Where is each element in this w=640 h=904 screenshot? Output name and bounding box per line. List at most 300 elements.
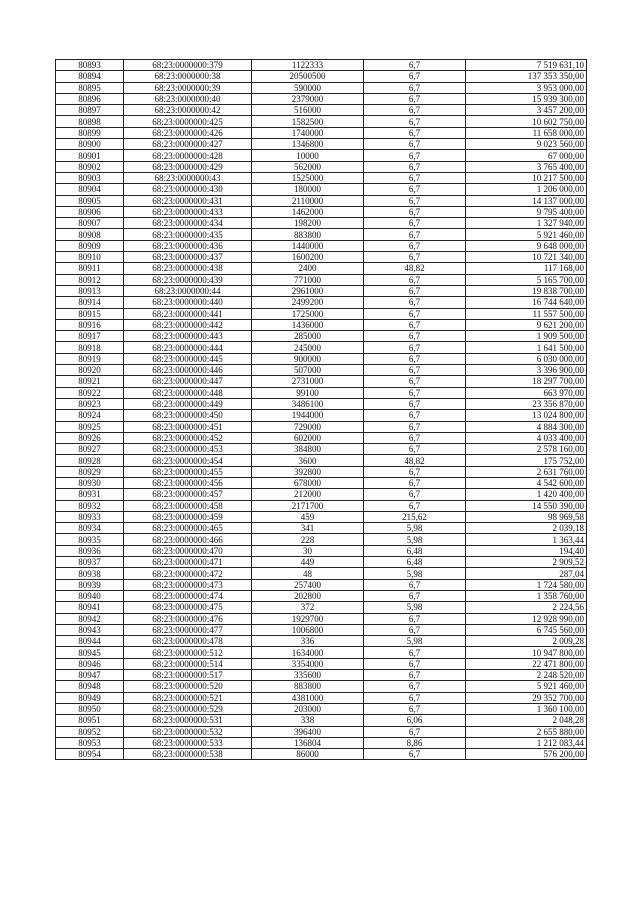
rate-cell: 6,7 [364,308,466,319]
area-cell: 384800 [252,444,364,455]
rate-cell: 8,86 [364,737,466,748]
table-row [56,613,587,624]
rate-cell: 6,7 [364,342,466,353]
rate-cell: 6,7 [364,82,466,93]
table-row [56,116,587,127]
table-row [56,308,587,319]
area-cell: 203000 [252,703,364,714]
rate-cell: 6,7 [364,590,466,601]
table-row [56,82,587,93]
value-cell: 22 471 800,00 [466,658,587,669]
cadastral-number-cell: 68:23:0000000:425 [124,116,252,127]
rate-cell: 6,7 [364,658,466,669]
area-cell: 3354000 [252,658,364,669]
table-row [56,681,587,692]
rate-cell: 6,48 [364,545,466,556]
table-row [56,410,587,421]
cadastral-number-cell: 68:23:0000000:434 [124,218,252,229]
area-cell: 1634000 [252,647,364,658]
area-cell: 2110000 [252,195,364,206]
cadastral-number-cell: 68:23:0000000:428 [124,150,252,161]
row-number-cell: 80953 [56,737,124,748]
cadastral-number-cell: 68:23:0000000:459 [124,511,252,522]
area-cell: 257400 [252,579,364,590]
area-cell: 678000 [252,477,364,488]
rate-cell: 6,7 [364,670,466,681]
cadastral-number-cell: 68:23:0000000:477 [124,624,252,635]
rate-cell: 48,82 [364,263,466,274]
value-cell: 14 550 390,00 [466,500,587,511]
table-row [56,489,587,500]
rate-cell: 6,7 [364,139,466,150]
rate-cell: 6,7 [364,105,466,116]
row-number-cell: 80920 [56,365,124,376]
value-cell: 13 024 800,00 [466,410,587,421]
rate-cell: 6,7 [364,489,466,500]
rate-cell: 6,7 [364,319,466,330]
cadastral-value-table [55,59,587,760]
cadastral-number-cell: 68:23:0000000:475 [124,602,252,613]
value-cell: 10 947 800,00 [466,647,587,658]
rate-cell: 6,7 [364,647,466,658]
cadastral-number-cell: 68:23:0000000:445 [124,353,252,364]
cadastral-number-cell: 68:23:0000000:472 [124,568,252,579]
table-row [56,331,587,342]
value-cell: 98 969,58 [466,511,587,522]
table-row [56,500,587,511]
cadastral-number-cell: 68:23:0000000:531 [124,715,252,726]
cadastral-number-cell: 68:23:0000000:512 [124,647,252,658]
row-number-cell: 80912 [56,274,124,285]
value-cell: 576 200,00 [466,749,587,760]
row-number-cell: 80939 [56,579,124,590]
cadastral-number-cell: 68:23:0000000:457 [124,489,252,500]
row-number-cell: 80909 [56,240,124,251]
cadastral-number-cell: 68:23:0000000:43 [124,172,252,183]
row-number-cell: 80951 [56,715,124,726]
rate-cell: 6,7 [364,477,466,488]
rate-cell: 5,98 [364,534,466,545]
row-number-cell: 80900 [56,139,124,150]
area-cell: 392800 [252,466,364,477]
value-cell: 14 137 000,00 [466,195,587,206]
value-cell: 3 953 000,00 [466,82,587,93]
rate-cell: 6,7 [364,703,466,714]
rate-cell: 6,7 [364,749,466,760]
area-cell: 2961000 [252,285,364,296]
cadastral-number-cell: 68:23:0000000:466 [124,534,252,545]
cadastral-number-cell: 68:23:0000000:427 [124,139,252,150]
value-cell: 117 168,00 [466,263,587,274]
table-row [56,636,587,647]
rate-cell: 6,7 [364,432,466,443]
rate-cell: 6,7 [364,398,466,409]
value-cell: 6 745 560,00 [466,624,587,635]
area-cell: 602000 [252,432,364,443]
row-number-cell: 80923 [56,398,124,409]
table-row [56,229,587,240]
rate-cell: 6,7 [364,365,466,376]
area-cell: 396400 [252,726,364,737]
area-cell: 1725000 [252,308,364,319]
row-number-cell: 80927 [56,444,124,455]
table-row [56,534,587,545]
rate-cell: 6,7 [364,500,466,511]
cadastral-number-cell: 68:23:0000000:42 [124,105,252,116]
area-cell: 10000 [252,150,364,161]
cadastral-number-cell: 68:23:0000000:470 [124,545,252,556]
row-number-cell: 80936 [56,545,124,556]
table-row [56,477,587,488]
area-cell: 336 [252,636,364,647]
value-cell: 19 838 700,00 [466,285,587,296]
value-cell: 1 327 940,00 [466,218,587,229]
value-cell: 2 248 520,00 [466,670,587,681]
cadastral-number-cell: 68:23:0000000:514 [124,658,252,669]
row-number-cell: 80903 [56,172,124,183]
row-number-cell: 80935 [56,534,124,545]
area-cell: 1740000 [252,127,364,138]
cadastral-number-cell: 68:23:0000000:520 [124,681,252,692]
row-number-cell: 80914 [56,297,124,308]
table-row [56,71,587,82]
row-number-cell: 80922 [56,387,124,398]
rate-cell: 6,7 [364,195,466,206]
cadastral-number-cell: 68:23:0000000:443 [124,331,252,342]
area-cell: 449 [252,557,364,568]
table-row [56,139,587,150]
value-cell: 9 621 200,00 [466,319,587,330]
rate-cell: 6,7 [364,93,466,104]
row-number-cell: 80926 [56,432,124,443]
rate-cell: 6,7 [364,681,466,692]
cadastral-number-cell: 68:23:0000000:455 [124,466,252,477]
table-row [56,444,587,455]
table-row [56,263,587,274]
value-cell: 11 557 500,00 [466,308,587,319]
table-row [56,365,587,376]
rate-cell: 6,7 [364,150,466,161]
value-cell: 1 358 760,00 [466,590,587,601]
row-number-cell: 80904 [56,184,124,195]
cadastral-number-cell: 68:23:0000000:435 [124,229,252,240]
area-cell: 212000 [252,489,364,500]
cadastral-number-cell: 68:23:0000000:444 [124,342,252,353]
rate-cell: 6,7 [364,71,466,82]
value-cell: 7 519 631,10 [466,60,587,71]
row-number-cell: 80944 [56,636,124,647]
row-number-cell: 80917 [56,331,124,342]
row-number-cell: 80894 [56,71,124,82]
cadastral-number-cell: 68:23:0000000:429 [124,161,252,172]
table-row [56,590,587,601]
area-cell: 136804 [252,737,364,748]
area-cell: 180000 [252,184,364,195]
table-row [56,105,587,116]
row-number-cell: 80906 [56,206,124,217]
value-cell: 1 212 083,44 [466,737,587,748]
rate-cell: 6,7 [364,161,466,172]
row-number-cell: 80895 [56,82,124,93]
row-number-cell: 80943 [56,624,124,635]
table-row [56,342,587,353]
row-number-cell: 80911 [56,263,124,274]
rate-cell: 5,98 [364,602,466,613]
value-cell: 1 641 500,00 [466,342,587,353]
rate-cell: 6,7 [364,297,466,308]
rate-cell: 6,7 [364,692,466,703]
value-cell: 1 420 400,00 [466,489,587,500]
rate-cell: 6,7 [364,579,466,590]
value-cell: 9 023 560,00 [466,139,587,150]
table-row [56,658,587,669]
table-row [56,523,587,534]
value-cell: 4 542 600,00 [466,477,587,488]
value-cell: 10 721 340,00 [466,252,587,263]
cadastral-number-cell: 68:23:0000000:39 [124,82,252,93]
value-cell: 9 648 000,00 [466,240,587,251]
row-number-cell: 80952 [56,726,124,737]
area-cell: 562000 [252,161,364,172]
rate-cell: 6,7 [364,613,466,624]
area-cell: 1582500 [252,116,364,127]
area-cell: 2400 [252,263,364,274]
area-cell: 338 [252,715,364,726]
value-cell: 9 795 400,00 [466,206,587,217]
value-cell: 10 602 750,00 [466,116,587,127]
cadastral-number-cell: 68:23:0000000:476 [124,613,252,624]
cadastral-number-cell: 68:23:0000000:473 [124,579,252,590]
rate-cell: 6,7 [364,172,466,183]
table-row [56,545,587,556]
row-number-cell: 80932 [56,500,124,511]
value-cell: 1 363,44 [466,534,587,545]
cadastral-number-cell: 68:23:0000000:471 [124,557,252,568]
area-cell: 245000 [252,342,364,353]
table-row [56,195,587,206]
rate-cell: 6,7 [364,252,466,263]
area-cell: 86000 [252,749,364,760]
row-number-cell: 80942 [56,613,124,624]
area-cell: 198200 [252,218,364,229]
cadastral-number-cell: 68:23:0000000:449 [124,398,252,409]
cadastral-number-cell: 68:23:0000000:448 [124,387,252,398]
table-row [56,726,587,737]
table-row [56,127,587,138]
table-row [56,93,587,104]
rate-cell: 6,7 [364,285,466,296]
value-cell: 3 457 200,00 [466,105,587,116]
rate-cell: 6,48 [364,557,466,568]
table-row [56,161,587,172]
cadastral-number-cell: 68:23:0000000:458 [124,500,252,511]
row-number-cell: 80931 [56,489,124,500]
row-number-cell: 80954 [56,749,124,760]
row-number-cell: 80947 [56,670,124,681]
value-cell: 2 039,18 [466,523,587,534]
cadastral-number-cell: 68:23:0000000:453 [124,444,252,455]
table-row [56,252,587,263]
area-cell: 30 [252,545,364,556]
area-cell: 3600 [252,455,364,466]
table-row [56,421,587,432]
table-row [56,455,587,466]
row-number-cell: 80921 [56,376,124,387]
table-row [56,297,587,308]
rate-cell: 5,98 [364,568,466,579]
row-number-cell: 80901 [56,150,124,161]
area-cell: 285000 [252,331,364,342]
area-cell: 20500500 [252,71,364,82]
table-row [56,557,587,568]
value-cell: 137 353 350,00 [466,71,587,82]
table-row [56,647,587,658]
table-row [56,387,587,398]
value-cell: 5 921 460,00 [466,229,587,240]
row-number-cell: 80940 [56,590,124,601]
value-cell: 18 297 700,00 [466,376,587,387]
table-row [56,60,587,71]
value-cell: 11 658 000,00 [466,127,587,138]
area-cell: 1346800 [252,139,364,150]
cadastral-number-cell: 68:23:0000000:440 [124,297,252,308]
row-number-cell: 80938 [56,568,124,579]
cadastral-number-cell: 68:23:0000000:451 [124,421,252,432]
area-cell: 372 [252,602,364,613]
rate-cell: 215,62 [364,511,466,522]
table-row [56,466,587,477]
value-cell: 663 970,00 [466,387,587,398]
row-number-cell: 80945 [56,647,124,658]
rate-cell: 6,7 [364,444,466,455]
area-cell: 2171700 [252,500,364,511]
value-cell: 1 724 580,00 [466,579,587,590]
table-row [56,432,587,443]
row-number-cell: 80934 [56,523,124,534]
row-number-cell: 80910 [56,252,124,263]
table-row [56,703,587,714]
row-number-cell: 80941 [56,602,124,613]
rate-cell: 6,7 [364,229,466,240]
rate-cell: 6,7 [364,184,466,195]
cadastral-number-cell: 68:23:0000000:38 [124,71,252,82]
row-number-cell: 80937 [56,557,124,568]
value-cell: 6 030 000,00 [466,353,587,364]
row-number-cell: 80925 [56,421,124,432]
table-row [56,172,587,183]
value-cell: 1 206 000,00 [466,184,587,195]
cadastral-number-cell: 68:23:0000000:433 [124,206,252,217]
cadastral-number-cell: 68:23:0000000:447 [124,376,252,387]
rate-cell: 6,7 [364,466,466,477]
table-row [56,568,587,579]
rate-cell: 6,7 [364,206,466,217]
rate-cell: 6,7 [364,116,466,127]
value-cell: 10 217 500,00 [466,172,587,183]
cadastral-number-cell: 68:23:0000000:452 [124,432,252,443]
rate-cell: 6,7 [364,726,466,737]
table-row [56,319,587,330]
cadastral-number-cell: 68:23:0000000:437 [124,252,252,263]
area-cell: 1440000 [252,240,364,251]
value-cell: 1 909 500,00 [466,331,587,342]
cadastral-number-cell: 68:23:0000000:441 [124,308,252,319]
row-number-cell: 80907 [56,218,124,229]
area-cell: 590000 [252,82,364,93]
area-cell: 1944000 [252,410,364,421]
rate-cell: 48,82 [364,455,466,466]
cadastral-number-cell: 68:23:0000000:533 [124,737,252,748]
table-row [56,624,587,635]
table-row [56,602,587,613]
cadastral-number-cell: 68:23:0000000:40 [124,93,252,104]
value-cell: 2 224,56 [466,602,587,613]
table-row [56,398,587,409]
area-cell: 335600 [252,670,364,681]
value-cell: 2 655 880,00 [466,726,587,737]
row-number-cell: 80913 [56,285,124,296]
value-cell: 23 356 870,00 [466,398,587,409]
area-cell: 202800 [252,590,364,601]
area-cell: 459 [252,511,364,522]
cadastral-number-cell: 68:23:0000000:474 [124,590,252,601]
value-cell: 16 744 640,00 [466,297,587,308]
value-cell: 4 033 400,00 [466,432,587,443]
cadastral-number-cell: 68:23:0000000:430 [124,184,252,195]
area-cell: 1525000 [252,172,364,183]
area-cell: 516000 [252,105,364,116]
value-cell: 29 352 700,00 [466,692,587,703]
area-cell: 1122333 [252,60,364,71]
table-row [56,150,587,161]
cadastral-number-cell: 68:23:0000000:532 [124,726,252,737]
cadastral-number-cell: 68:23:0000000:442 [124,319,252,330]
table-body [56,60,587,760]
row-number-cell: 80949 [56,692,124,703]
area-cell: 48 [252,568,364,579]
cadastral-number-cell: 68:23:0000000:450 [124,410,252,421]
value-cell: 12 928 990,00 [466,613,587,624]
row-number-cell: 80893 [56,60,124,71]
cadastral-number-cell: 68:23:0000000:379 [124,60,252,71]
row-number-cell: 80929 [56,466,124,477]
table-row [56,749,587,760]
row-number-cell: 80908 [56,229,124,240]
rate-cell: 6,7 [364,274,466,285]
table-row [56,692,587,703]
row-number-cell: 80930 [56,477,124,488]
rate-cell: 6,7 [364,421,466,432]
table-row [56,274,587,285]
table-row [56,715,587,726]
cadastral-number-cell: 68:23:0000000:478 [124,636,252,647]
cadastral-number-cell: 68:23:0000000:465 [124,523,252,534]
area-cell: 729000 [252,421,364,432]
row-number-cell: 80928 [56,455,124,466]
area-cell: 883800 [252,229,364,240]
area-cell: 1436000 [252,319,364,330]
table-row [56,218,587,229]
row-number-cell: 80905 [56,195,124,206]
table-row [56,206,587,217]
rate-cell: 6,7 [364,60,466,71]
row-number-cell: 80918 [56,342,124,353]
cadastral-number-cell: 68:23:0000000:439 [124,274,252,285]
rate-cell: 6,7 [364,387,466,398]
rate-cell: 6,7 [364,331,466,342]
value-cell: 3 765 400,00 [466,161,587,172]
table-row [56,579,587,590]
